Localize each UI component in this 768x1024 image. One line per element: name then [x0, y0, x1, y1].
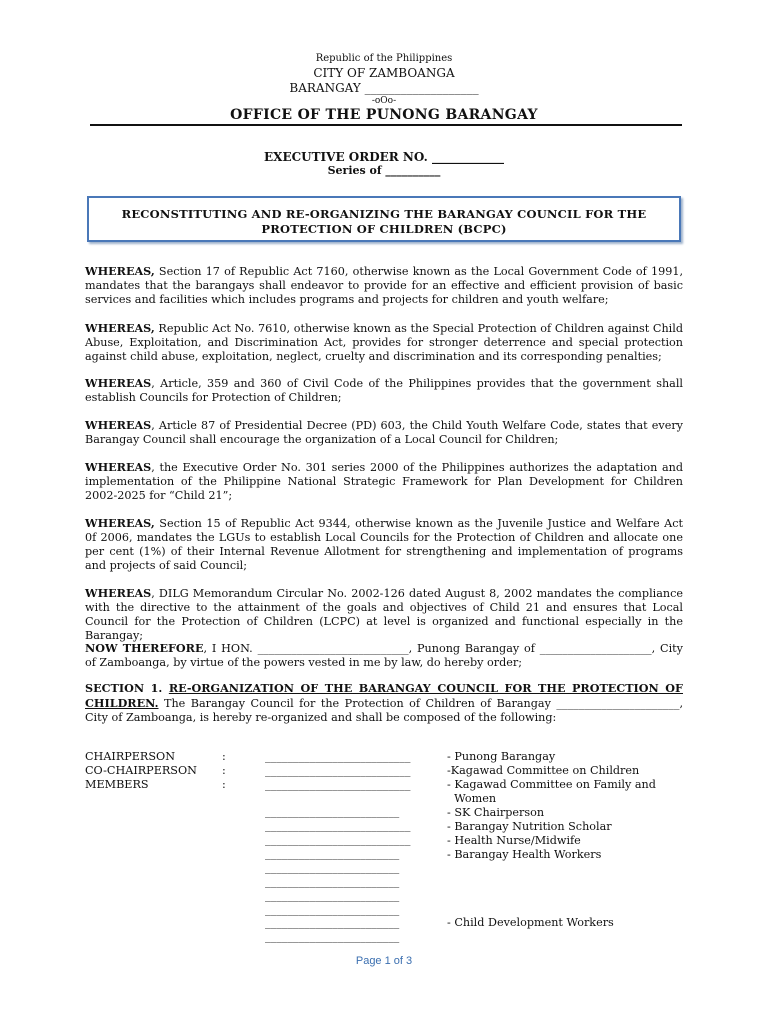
position-desc: - Punong Barangay — [447, 750, 556, 763]
name-blank: __________________________ — [265, 750, 411, 763]
header-rule — [90, 124, 682, 126]
name-blank: ________________________ — [265, 861, 400, 874]
whereas-lead: WHEREAS — [85, 460, 152, 474]
whereas-clause — [85, 376, 683, 405]
name-blank: __________________________ — [265, 764, 411, 777]
role-chairperson: CHAIRPERSON — [85, 750, 175, 763]
order-title — [89, 207, 679, 237]
whereas-lead: WHEREAS — [85, 586, 152, 600]
role-co-chairperson: CO-CHAIRPERSON — [85, 764, 197, 777]
name-blank: ________________________ — [265, 805, 400, 818]
whereas-clause — [85, 516, 683, 573]
whereas-text: Section 17 of Republic Act 7160, otherwise known as the Local Government Code of 1991, mandates that the barangays shall endeavor to provide for an effective and efficient provision of basic services and facilities which includes programs and projects for children and youth welfare; — [85, 265, 683, 306]
now-therefore-text: , I HON. ___________________________, Punong Barangay of ____________________, City of Zamboanga, by virtue of the powers vested in me by law, do hereby order; — [85, 642, 683, 669]
section-1 — [85, 681, 683, 725]
whereas-lead: WHEREAS, — [85, 264, 155, 278]
office-title: OFFICE OF THE PUNONG BARANGAY — [230, 107, 538, 123]
whereas-clause — [85, 586, 683, 643]
name-blank: ________________________ — [265, 916, 400, 929]
name-blank: ________________________ — [265, 903, 400, 916]
whereas-lead: WHEREAS, — [85, 516, 155, 530]
whereas-lead: WHEREAS — [85, 376, 152, 390]
role-colon: : — [222, 778, 226, 791]
executive-order-number: EXECUTIVE ORDER NO. ____________ — [264, 150, 504, 164]
now-therefore-clause — [85, 641, 683, 670]
name-blank: ________________________ — [265, 889, 400, 902]
whereas-lead: WHEREAS — [85, 418, 152, 432]
name-blank: __________________________ — [265, 833, 411, 846]
city-line: CITY OF ZAMBOANGA — [313, 66, 455, 80]
ornament: -oOo- — [371, 96, 397, 106]
position-desc: - Child Development Workers — [447, 916, 614, 929]
position-desc: Women — [447, 792, 497, 805]
position-desc: - Barangay Nutrition Scholar — [447, 820, 612, 833]
whereas-clause — [85, 418, 683, 447]
whereas-text: , Article, 359 and 360 of Civil Code of the Philippines provides that the government shall establish Councils for Protection of Children; — [85, 377, 683, 404]
whereas-text: , Article 87 of Presidential Decree (PD) 603, the Child Youth Welfare Code, states that every Barangay Council shall encourage the organization of a Local Council for Children; — [85, 419, 683, 446]
name-blank: __________________________ — [265, 778, 411, 791]
position-desc: -Kagawad Committee on Children — [447, 764, 640, 777]
barangay-line: BARANGAY ___________________ — [289, 81, 479, 95]
whereas-clause — [85, 321, 683, 364]
whereas-lead: WHEREAS, — [85, 321, 155, 335]
name-blank: ________________________ — [265, 875, 400, 888]
section-heading: RE-ORGANIZATION OF THE BARANGAY COUNCIL FOR THE PROTECTION OF CHILDREN. — [85, 681, 683, 710]
position-desc: - Barangay Health Workers — [447, 848, 602, 861]
name-blank: ________________________ — [265, 930, 400, 943]
role-members: MEMBERS — [85, 778, 149, 791]
whereas-text: Section 15 of Republic Act 9344, otherwise known as the Juvenile Justice and Welfare Act 0f 2006, mandates the LGUs to establish Local Councils for the Protection of Children and allocate one per cent (1%) of their Internal Revenue Allotment for strengthening and implementation of programs and projects of said Council; — [85, 517, 683, 572]
republic-line: Republic of the Philippines — [315, 53, 453, 64]
order-title-line2: PROTECTION OF CHILDREN (BCPC) — [261, 222, 507, 236]
whereas-text: Republic Act No. 7610, otherwise known as the Special Protection of Children against Child Abuse, Exploitation, and Discrimination Act, provides for stronger deterrence and special protection against child abuse, exploitation, neglect, cruelty and discrimination and its corresponding penalties; — [85, 322, 683, 363]
title-box — [87, 196, 681, 242]
page-number: Page 1 of 3 — [355, 955, 413, 967]
series-line: Series of __________ — [327, 164, 441, 177]
position-desc: - Kagawad Committee on Family and — [447, 778, 656, 791]
role-colon: : — [222, 750, 226, 763]
name-blank: __________________________ — [265, 819, 411, 832]
role-colon: : — [222, 764, 226, 777]
section-text: The Barangay Council for the Protection of Children of Barangay ______________________, City of Zamboanga, is hereby re-organized and shall be composed of the following: — [85, 697, 683, 724]
now-therefore-lead: NOW THEREFORE — [85, 641, 204, 655]
name-blank: ________________________ — [265, 847, 400, 860]
whereas-clause — [85, 460, 683, 503]
section-label: SECTION 1. — [85, 681, 169, 695]
order-title-line1: RECONSTITUTING AND RE-ORGANIZING THE BARANGAY COUNCIL FOR THE — [121, 207, 647, 221]
whereas-text: , the Executive Order No. 301 series 2000 of the Philippines authorizes the adaptation and implementation of the Philippine National Strategic Framework for Plan Development for Children 2002-2025 for “Child 21”; — [85, 461, 683, 502]
position-desc: - SK Chairperson — [447, 806, 545, 819]
position-desc: - Health Nurse/Midwife — [447, 834, 581, 847]
whereas-text: , DILG Memorandum Circular No. 2002-126 dated August 8, 2002 mandates the compliance with the directive to the attainment of the goals and objectives of Child 21 and ensures that Local Council for the Protection of Children (LCPC) at level is organized and functional especially in the Barangay; — [85, 587, 683, 642]
whereas-clause — [85, 264, 683, 307]
